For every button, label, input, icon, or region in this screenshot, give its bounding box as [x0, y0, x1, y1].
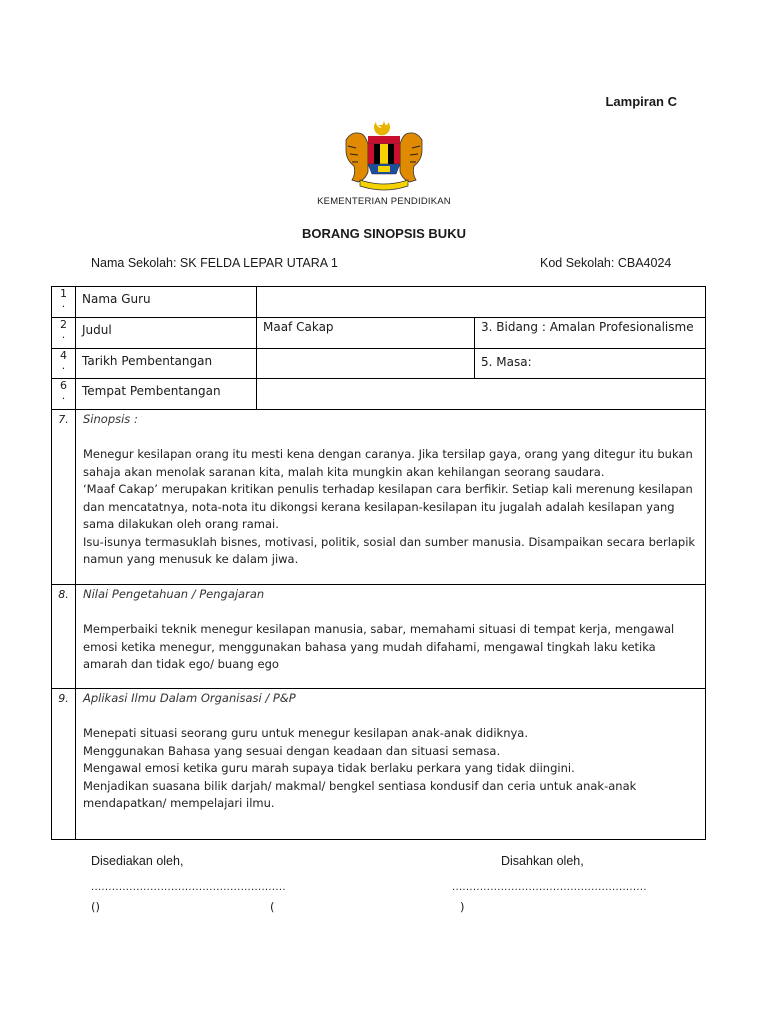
school-name: Nama Sekolah: SK FELDA LEPAR UTARA 1: [91, 256, 338, 270]
teacher-name-field[interactable]: [257, 287, 706, 318]
section-heading: Nilai Pengetahuan / Pengajaran: [83, 587, 265, 601]
section-number: 8.: [52, 585, 76, 689]
preparer-name-bracket: (): [91, 900, 100, 914]
title-label: Judul: [76, 318, 257, 349]
signature-line-preparer[interactable]: ........................................................: [91, 882, 286, 893]
approved-by-label: Disahkan oleh,: [501, 854, 584, 868]
table-row: [52, 318, 706, 349]
prepared-by-label: Disediakan oleh,: [91, 854, 184, 868]
row-number: 4 .: [52, 349, 76, 379]
synopsis-section: [52, 410, 706, 585]
section-text: Menepati situasi seorang guru untuk menegur kesilapan anak-anak didiknya. Menggunakan Bahasa yang sesuai dengan keadaan dan situasi semasa. Mengawal emosi ketika guru marah supaya tidak berlaku perkara yang tidak diingini. Menjadikan suasana bilik darjah/ makmal/ bengkel sentiasa kondusif dan ceria untuk anak-anak mendapatkan/ mempelajari ilmu.: [83, 726, 637, 810]
ministry-name: KEMENTERIAN PENDIDIKAN: [317, 196, 451, 207]
presentation-venue-field[interactable]: [257, 379, 706, 410]
preparer-name-bracket-open: (: [270, 900, 275, 914]
time-field[interactable]: 5. Masa:: [475, 349, 706, 379]
section-number: 7.: [52, 410, 76, 585]
section-number: 9.: [52, 689, 76, 840]
form-title: BORANG SINOPSIS BUKU: [302, 226, 466, 241]
table-row: [52, 287, 706, 318]
school-code: Kod Sekolah: CBA4024: [540, 256, 672, 270]
synopsis-body[interactable]: [76, 410, 706, 585]
section-heading: Sinopsis :: [83, 412, 138, 426]
malaysia-coat-of-arms-icon: [338, 118, 430, 194]
table-row: [52, 349, 706, 379]
presentation-venue-label: Tempat Pembentangan: [76, 379, 257, 410]
row-number: 6 .: [52, 379, 76, 410]
approver-name-bracket-close: ): [460, 900, 465, 914]
knowledge-value-body[interactable]: [76, 585, 706, 689]
synopsis-form-table: [51, 286, 706, 840]
row-number: 2 .: [52, 318, 76, 349]
signature-line-approver[interactable]: ........................................................: [452, 882, 647, 893]
presentation-date-label: Tarikh Pembentangan: [76, 349, 257, 379]
field-area-field[interactable]: 3. Bidang : Amalan Profesionalisme: [475, 318, 706, 349]
section-text: Menegur kesilapan orang itu mesti kena dengan caranya. Jika tersilap gaya, orang yang ditegur itu bukan sahaja akan menolak saranan kita, malah kita mungkin akan kehilangan seorang saudara. ‘Maaf Cakap’ merupakan kritikan penulis terhadap kesilapan cara berfikir. Setiap kali merenung kesilapan dan mencatatnya, nota-nota itu dikongsi kerana kesilapan-kesilapan itu jugalah adalah kesilapan yang sama dilakukan oleh orang ramai. Isu-isunya termasuklah bisnes, motivasi, politik, sosial dan sumber manusia. Disampaikan secara berlapik namun yang menusuk ke dalam jiwa.: [83, 447, 696, 566]
table-row: [52, 379, 706, 410]
teacher-name-label: Nama Guru: [76, 287, 257, 318]
title-field[interactable]: Maaf Cakap: [257, 318, 475, 349]
section-heading: Aplikasi Ilmu Dalam Organisasi / P&P: [83, 691, 296, 705]
row-number: 1 .: [52, 287, 76, 318]
application-section: [52, 689, 706, 840]
presentation-date-field[interactable]: [257, 349, 475, 379]
application-body[interactable]: [76, 689, 706, 840]
section-text: Memperbaiki teknik menegur kesilapan manusia, sabar, memahami situasi di tempat kerja, mengawal emosi ketika menegur, menggunakan bahasa yang mudah difahami, mengawal tingkah laku ketika amarah dan tidak ego/ buang ego: [83, 622, 675, 671]
knowledge-value-section: [52, 585, 706, 689]
appendix-label: Lampiran C: [605, 94, 677, 109]
